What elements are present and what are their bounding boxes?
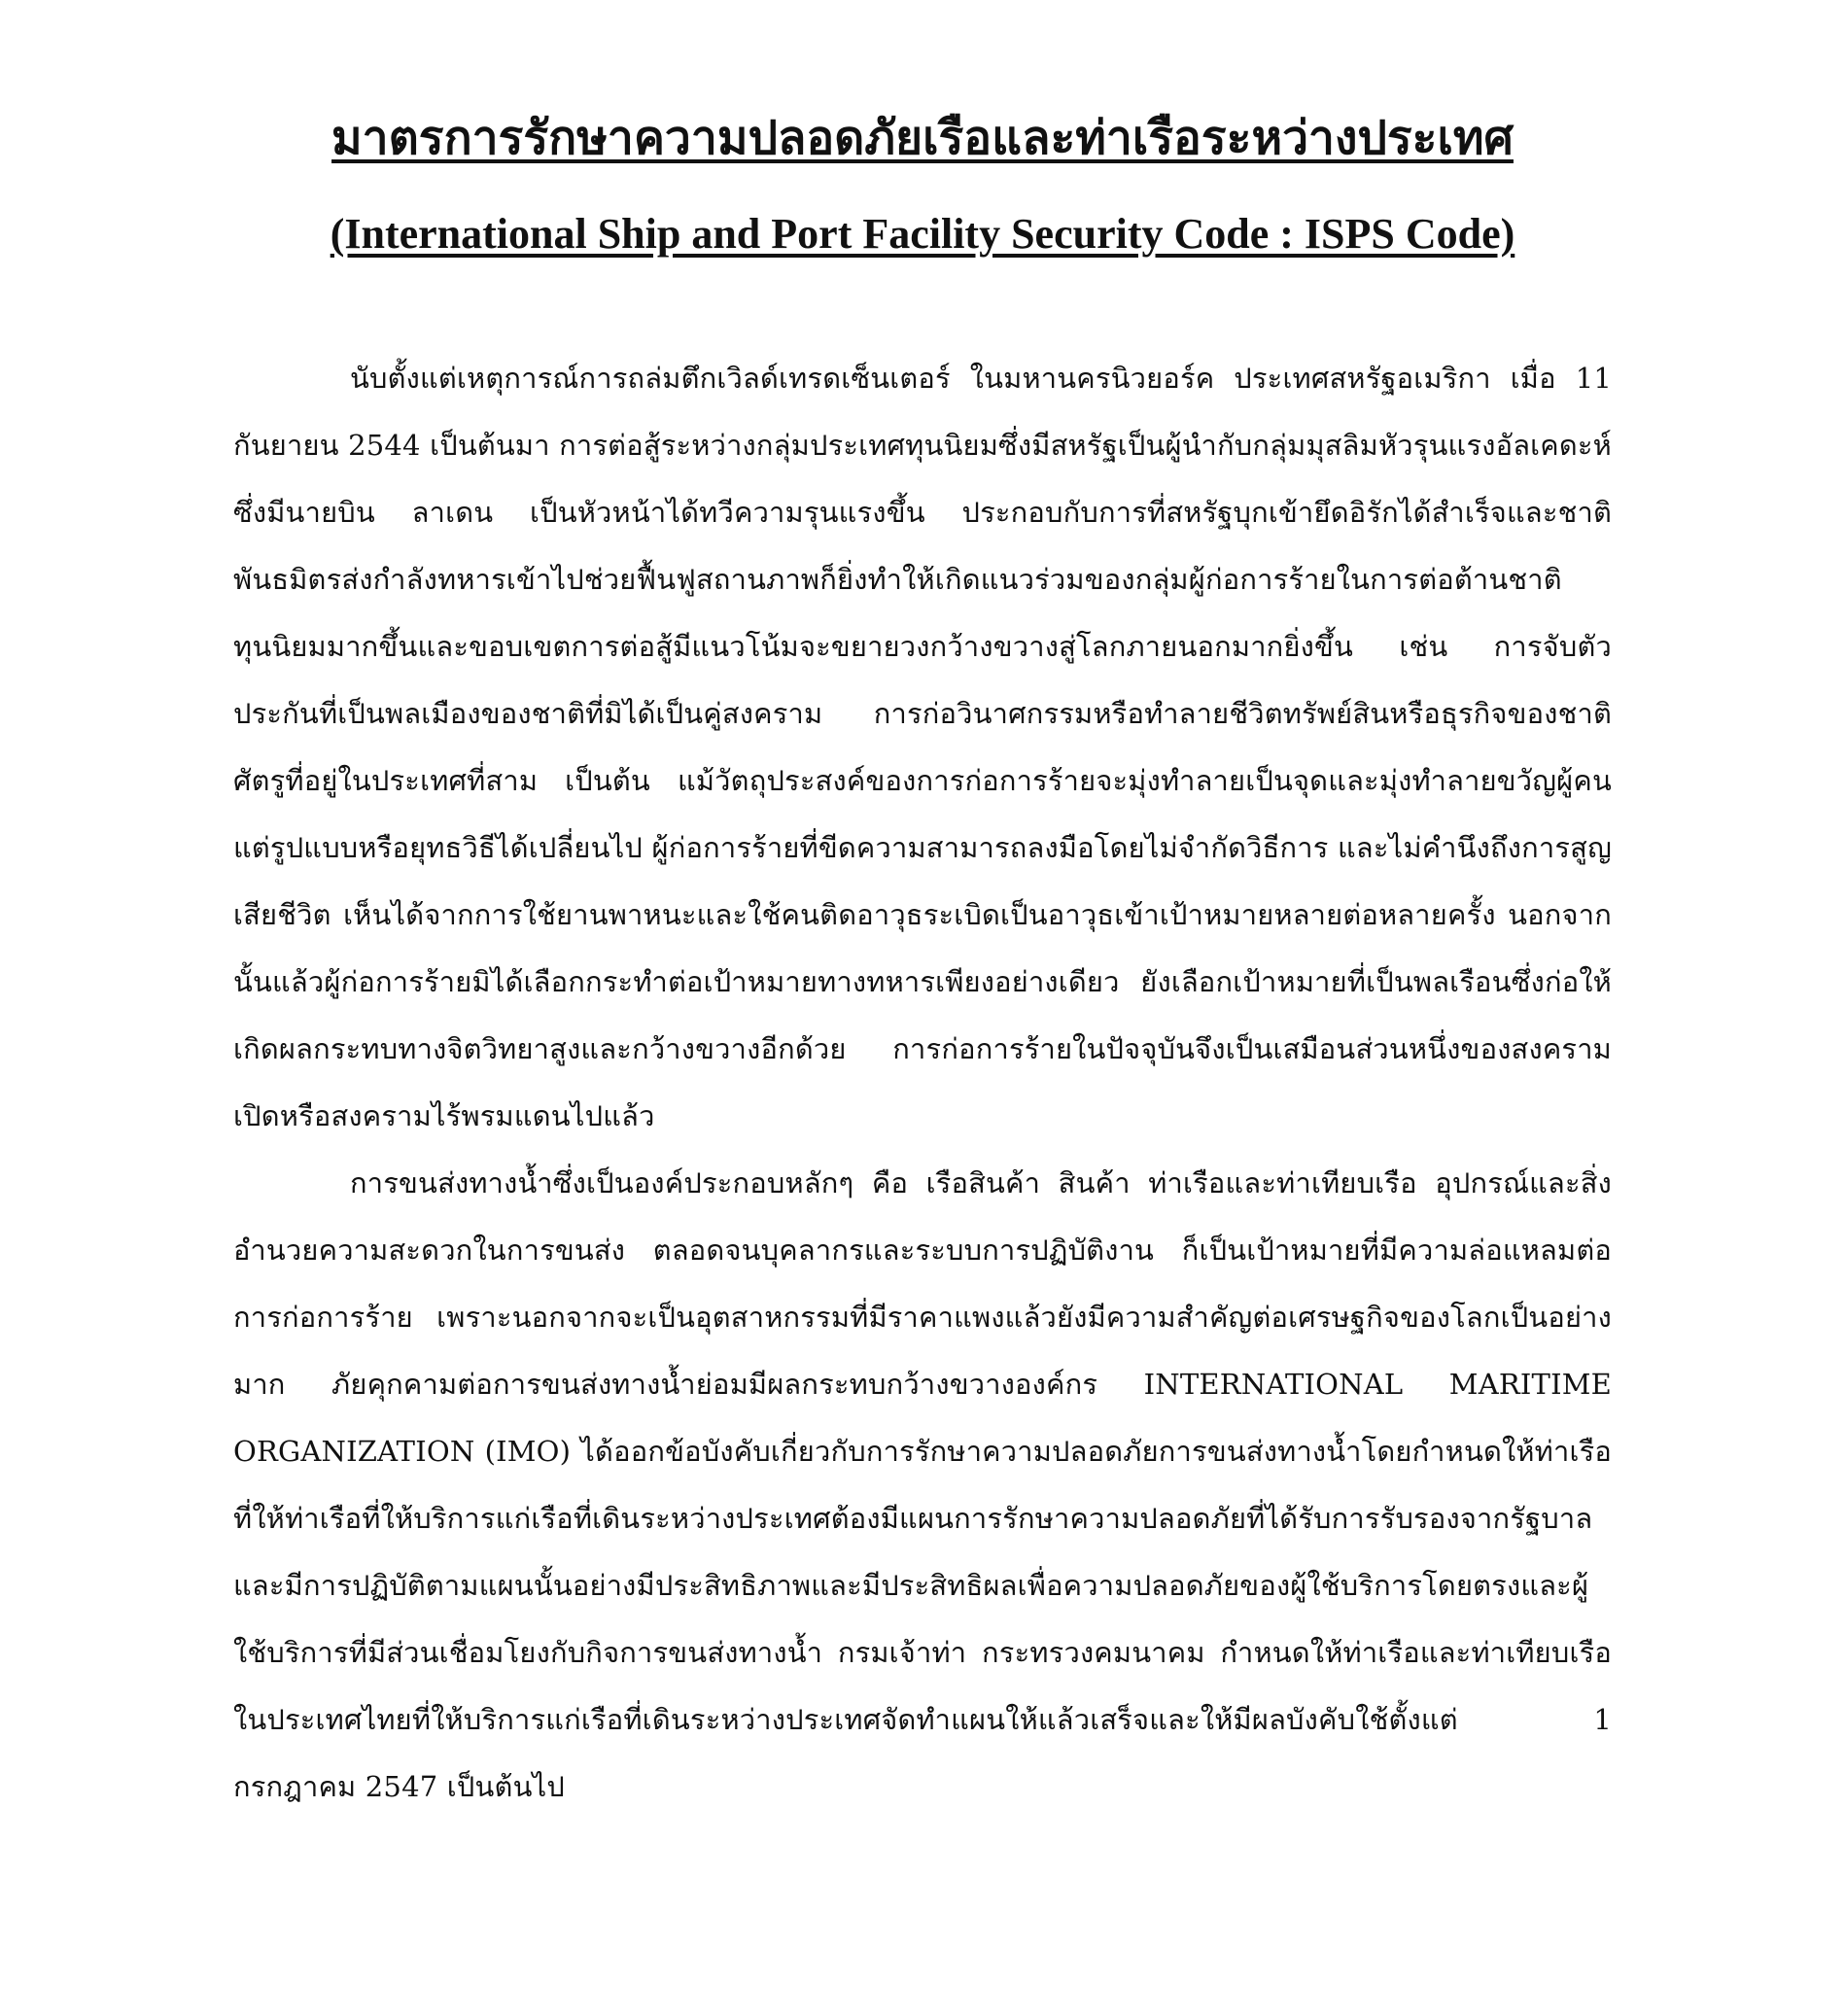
paragraph-1: นับตั้งแต่เหตุการณ์การถล่มตึกเวิลด์เทรดเซ็นเตอร์ ในมหานครนิวยอร์ค ประเทศสหรัฐอเมริกา เมื่อ 11 กันยายน 2544 เป็นต้นมา การต่อสู้ระหว่างกลุ่มประเทศทุนนิยมซึ่งมีสหรัฐเป็นผู้นำกับกลุ่มมุสลิมหัวรุนแรงอัลเคดะห์ซึ่งมีนายบิน ลาเดน เป็นหัวหน้าได้ทวีความรุนแรงขึ้น ประกอบกับการที่สหรัฐบุกเข้ายึดอิรักได้สำเร็จและชาติพันธมิตรส่งกำลังทหารเข้าไปช่วยฟื้นฟูสถานภาพก็ยิ่งทำให้เกิดแนวร่วมของกลุ่มผู้ก่อการร้ายในการต่อต้านชาติทุนนิยมมากขึ้นและขอบเขตการต่อสู้มีแนวโน้มจะขยายวงกว้างขวางสู่โลกภายนอกมากยิ่งขึ้น เช่น การจับตัวประกันที่เป็นพลเมืองของชาติที่มิได้เป็นคู่สงคราม การก่อวินาศกรรมหรือทำลายชีวิตทรัพย์สินหรือธุรกิจของชาติศัตรูที่อยู่ในประเทศที่สาม เป็นต้น แม้วัตถุประสงค์ของการก่อการร้ายจะมุ่งทำลายเป็นจุดและมุ่งทำลายขวัญผู้คน แต่รูปแบบหรือยุทธวิธีได้เปลี่ยนไป ผู้ก่อการร้ายที่ขีดความสามารถลงมือโดยไม่จำกัดวิธีการ และไม่คำนึงถึงการสูญเสียชีวิต เห็นได้จากการใช้ยานพาหนะและใช้คนติดอาวุธระเบิดเป็นอาวุธเข้าเป้าหมายหลายต่อหลายครั้ง นอกจากนั้นแล้วผู้ก่อการร้ายมิได้เลือกกระทำต่อเป้าหมายทางทหารเพียงอย่างเดียว ยังเลือกเป้าหมายที่เป็นพลเรือนซึ่งก่อให้เกิดผลกระทบทางจิตวิทยาสูงและกว้างขวางอีกด้วย การก่อการร้ายในปัจจุบันจึงเป็นเสมือนส่วนหนึ่งของสงครามเปิดหรือสงครามไร้พรมแดนไปแล้ว — [233, 362, 1612, 1132]
paragraph-2: การขนส่งทางน้ำซึ่งเป็นองค์ประกอบหลักๆ คือ เรือสินค้า สินค้า ท่าเรือและท่าเทียบเรือ อุปกรณ์และสิ่งอำนวยความสะดวกในการขนส่ง ตลอดจนบุคลากรและระบบการปฏิบัติงาน ก็เป็นเป้าหมายที่มีความล่อแหลมต่อการก่อการร้าย เพราะนอกจากจะเป็นอุตสาหกรรมที่มีราคาแพงแล้วยังมีความสำคัญต่อเศรษฐกิจของโลกเป็นอย่างมาก ภัยคุกคามต่อการขนส่งทางน้ำย่อมมีผลกระทบกว้างขวางองค์กร INTERNATIONAL MARITIME ORGANIZATION (IMO) ได้ออกข้อบังคับเกี่ยวกับการรักษาความปลอดภัยการขนส่งทางน้ำโดยกำหนดให้ท่าเรือที่ให้ท่าเรือที่ให้บริการแก่เรือที่เดินระหว่างประเทศต้องมีแผนการรักษาความปลอดภัยที่ได้รับการรับรองจากรัฐบาลและมีการปฏิบัติตามแผนนั้นอย่างมีประสิทธิภาพและมีประสิทธิผลเพื่อความปลอดภัยของผู้ใช้บริการโดยตรงและผู้ใช้บริการที่มีส่วนเชื่อมโยงกับกิจการขนส่งทางน้ำ กรมเจ้าท่า กระทรวงคมนาคม กำหนดให้ท่าเรือและท่าเทียบเรือในประเทศไทยที่ให้บริการแก่เรือที่เดินระหว่างประเทศจัดทำแผนให้แล้วเสร็จและให้มีผลบังคับใช้ตั้งแต่ 1 กรกฎาคม 2547 เป็นต้นไป — [233, 1166, 1612, 1803]
title-thai: มาตรการรักษาความปลอดภัยเรือและท่าเรือระหว่างประเทศ — [331, 111, 1514, 165]
title-english: (International Ship and Port Facility Security Code : ISPS Code) — [330, 210, 1515, 258]
document-body — [233, 345, 1612, 1821]
